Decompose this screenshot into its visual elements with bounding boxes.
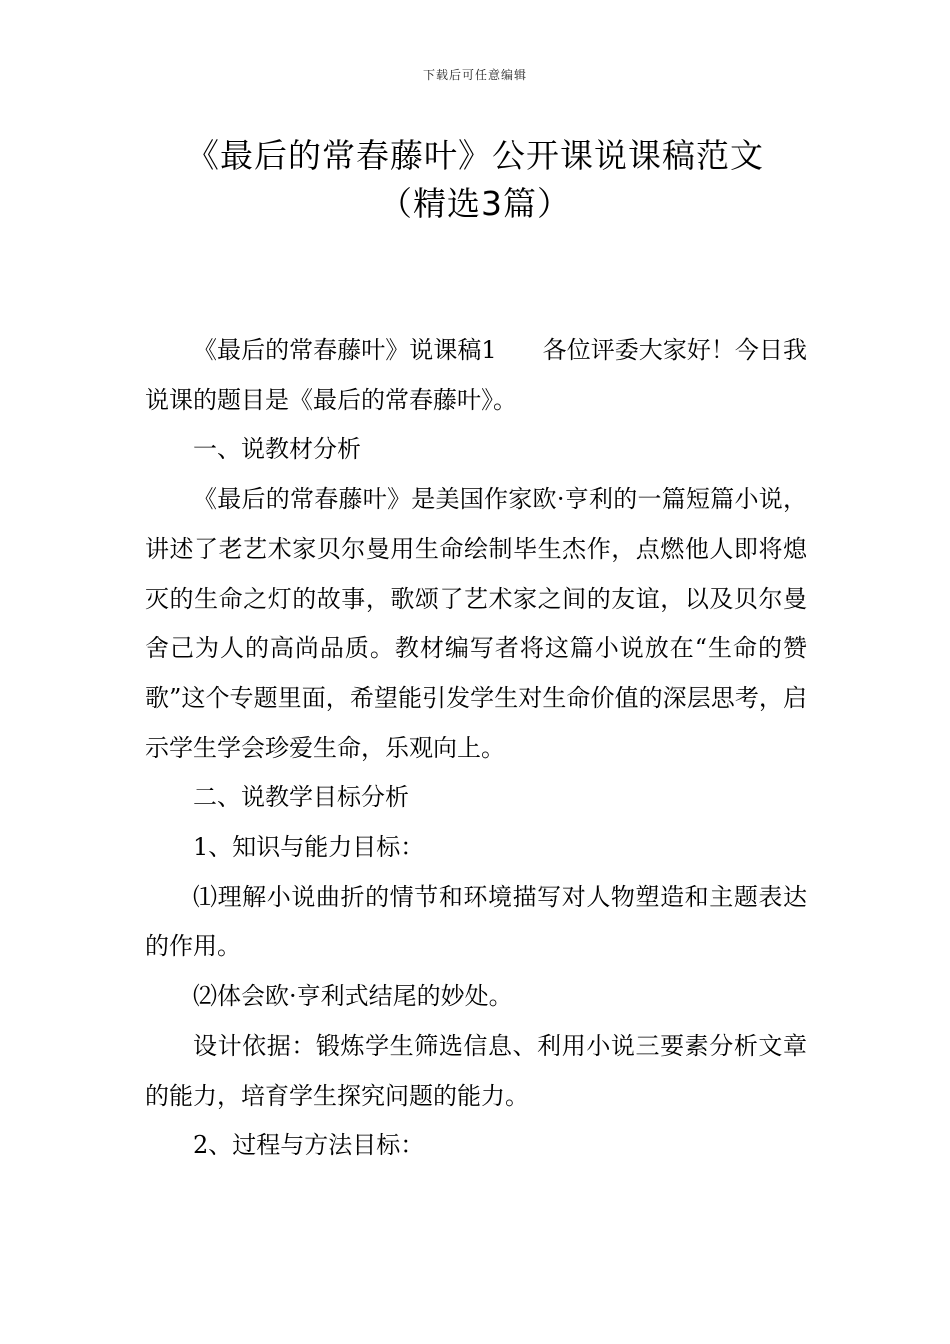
header-note: 下载后可任意编辑 (422, 68, 527, 82)
list-item: ⑵体会欧·亨利式结尾的妙处。 (193, 982, 513, 1011)
subsection-heading: 1、知识与能力目标： (193, 833, 425, 862)
document-title-line-2: （精选3篇） (379, 184, 571, 223)
body-paragraph: 《最后的常春藤叶》是美国作家欧·亨利的一篇短篇小说，讲述了老艺术家贝尔曼用生命绘制毕生杰作，点燃他人即将熄灭的生命之灯的故事，歌颂了艺术家之间的友谊，以及贝尔曼舍己为人的高尚品质。教材编写者将这篇小说放在“生命的赞歌”这个专题里面，希望能引发学生对生命价值的深层思考，启示学生学会珍爱生命，乐观向上。 (145, 485, 807, 762)
document-body (145, 326, 807, 1171)
list-item: ⑴理解小说曲折的情节和环境描写对人物塑造和主题表达的作用。 (145, 882, 807, 961)
body-paragraph: 《最后的常春藤叶》说课稿1 各位评委大家好！今日我说课的题目是《最后的常春藤叶》。 (145, 336, 807, 414)
document-title-line-1: 《最后的常春藤叶》公开课说课稿范文 (186, 136, 764, 175)
subsection-heading: 2、过程与方法目标： (193, 1131, 425, 1160)
section-heading: 一、说教材分析 (193, 435, 361, 464)
body-paragraph: 设计依据：锻炼学生筛选信息、利用小说三要素分析文章的能力，培育学生探究问题的能力。 (145, 1031, 807, 1110)
section-heading: 二、说教学目标分析 (193, 783, 409, 812)
